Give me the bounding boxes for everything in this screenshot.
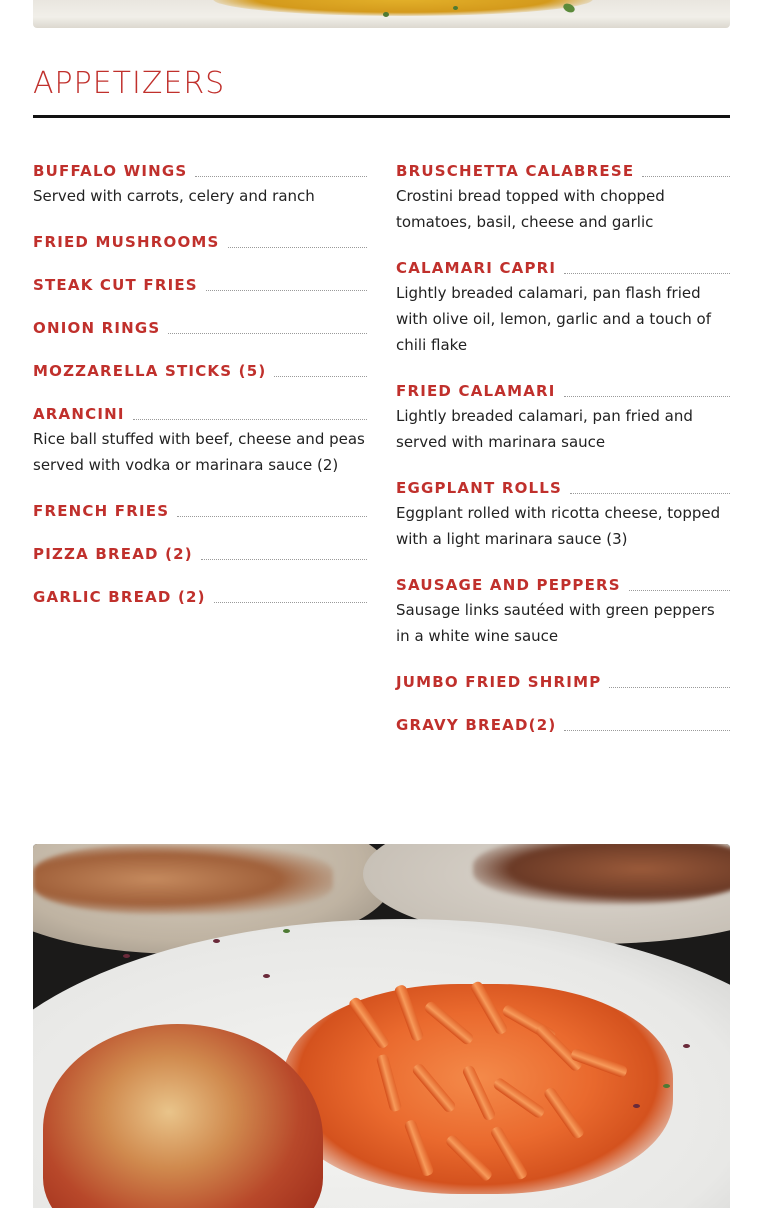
menu-item-description: Sausage links sautéed with green peppers in a white wine sauce [396,601,715,645]
dot-leader [564,730,730,731]
menu-item-name: BRUSCHETTA CALABRESE [396,162,635,180]
menu-item [396,574,730,649]
section-title: APPETIZERS [33,66,226,101]
section-divider [33,115,730,118]
menu-item [396,380,730,455]
top-food-photo [33,0,730,28]
menu-item-name: FRENCH FRIES [33,502,170,520]
menu-item-name: GARLIC BREAD (2) [33,588,206,606]
pasta-dish-photo [33,844,730,1208]
menu-item [396,160,730,235]
menu-item-description: Lightly breaded calamari, pan flash fried with olive oil, lemon, garlic and a touch of chili flake [396,284,711,354]
dot-leader [201,559,367,560]
menu-item-name: FRIED MUSHROOMS [33,233,220,251]
menu-item-description: Crostini bread topped with chopped tomatoes, basil, cheese and garlic [396,187,665,231]
menu-item [396,477,730,552]
menu-column-right [396,160,730,757]
menu-item-name: ARANCINI [33,405,125,423]
dot-leader [168,333,367,334]
menu-item-name: CALAMARI CAPRI [396,259,557,277]
menu-item-name: ONION RINGS [33,319,161,337]
menu-item [33,360,367,382]
dot-leader [177,516,367,517]
menu-item [33,274,367,296]
menu-item [33,317,367,339]
menu-item-description: Served with carrots, celery and ranch [33,187,315,205]
menu-item [33,586,367,608]
menu-item-name: EGGPLANT ROLLS [396,479,563,497]
dot-leader [214,602,367,603]
menu-item-description: Eggplant rolled with ricotta cheese, topped with a light marinara sauce (3) [396,504,721,548]
menu-item [33,231,367,253]
menu-item-name: STEAK CUT FRIES [33,276,198,294]
dot-leader [274,376,367,377]
menu-item [33,543,367,565]
dot-leader [228,247,367,248]
menu-item-name: GRAVY BREAD(2) [396,716,557,734]
menu-column-left [33,160,367,629]
dot-leader [609,687,730,688]
dot-leader [564,273,730,274]
menu-item [33,403,367,478]
menu-item-description: Lightly breaded calamari, pan fried and served with marinara sauce [396,407,693,451]
menu-item-name: BUFFALO WINGS [33,162,188,180]
menu-item [33,500,367,522]
menu-item [33,160,367,209]
menu-item-name: FRIED CALAMARI [396,382,556,400]
dot-leader [133,419,367,420]
dot-leader [564,396,730,397]
dot-leader [195,176,367,177]
menu-item [396,671,730,693]
dot-leader [206,290,367,291]
menu-item-name: JUMBO FRIED SHRIMP [396,673,602,691]
dot-leader [642,176,730,177]
menu-item [396,714,730,736]
menu-item-name: MOZZARELLA STICKS (5) [33,362,267,380]
menu-item-name: PIZZA BREAD (2) [33,545,193,563]
menu-item-name: SAUSAGE AND PEPPERS [396,576,621,594]
dot-leader [629,590,730,591]
dot-leader [570,493,730,494]
menu-item-description: Rice ball stuffed with beef, cheese and peas served with vodka or marinara sauce (2) [33,430,365,474]
menu-item [396,257,730,358]
